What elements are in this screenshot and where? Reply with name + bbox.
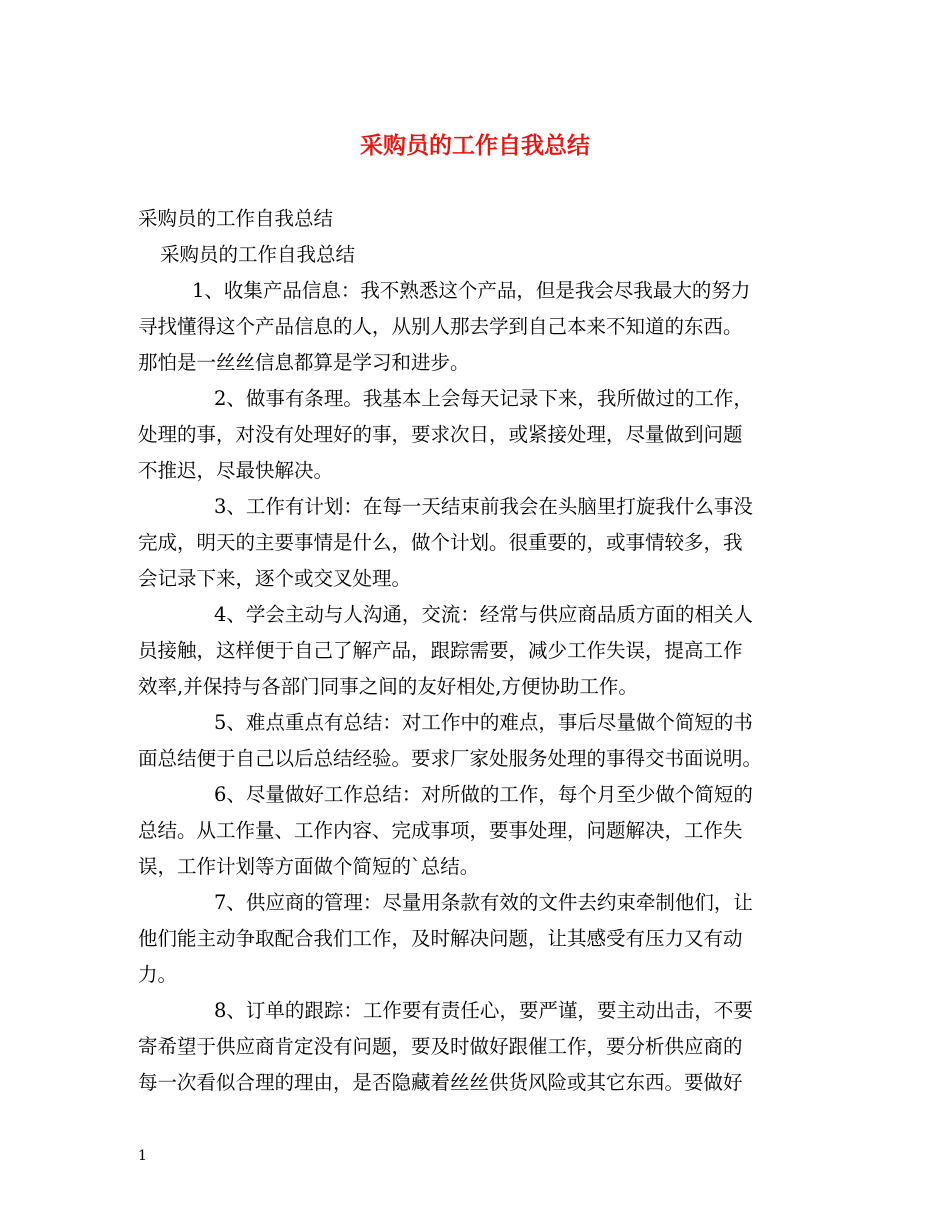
- paragraph-line: 力。: [138, 963, 178, 986]
- paragraph-line: 会记录下来，逐个或交叉处理。: [138, 567, 412, 590]
- paragraph-line: 总结。从工作量、工作内容、完成事项，要事处理，问题解决，工作失: [138, 819, 743, 842]
- heading-line-2: 采购员的工作自我总结: [160, 243, 356, 266]
- paragraph-line: 完成，明天的主要事情是什么，做个计划。很重要的，或事情较多，我: [138, 531, 743, 554]
- paragraph-line: 寻找懂得这个产品信息的人，从别人那去学到自己本来不知道的东西。: [138, 315, 743, 338]
- paragraph-line: 5、难点重点有总结：对工作中的难点，事后尽量做个简短的书: [214, 711, 753, 734]
- paragraph-line: 他们能主动争取配合我们工作，及时解决问题，让其感受有压力又有动: [138, 927, 743, 950]
- paragraph: [138, 273, 814, 381]
- paragraph: [138, 489, 814, 597]
- paragraph-line: 不推迟，尽最快解决。: [138, 459, 334, 482]
- paragraph-line: 2、做事有条理。我基本上会每天记录下来，我所做过的工作，: [214, 387, 753, 410]
- paragraph: [138, 381, 814, 489]
- paragraph-line: 员接触，这样便于自己了解产品，跟踪需要，减少工作失误，提高工作: [138, 639, 743, 662]
- paragraph-line: 面总结便于自己以后总结经验。要求厂家处服务处理的事得交书面说明。: [138, 747, 763, 770]
- paragraph-line: 8、订单的跟踪：工作要有责任心，要严谨，要主动出击，不要: [214, 999, 753, 1022]
- paragraph-line: 寄希望于供应商肯定没有问题，要及时做好跟催工作，要分析供应商的: [138, 1035, 743, 1058]
- paragraph-line: 误，工作计划等方面做个简短的`总结。: [138, 855, 480, 878]
- paragraph: [138, 885, 814, 993]
- paragraph-line: 6、尽量做好工作总结：对所做的工作，每个月至少做个简短的: [214, 783, 753, 806]
- document-title: 采购员的工作自我总结: [360, 132, 590, 159]
- page-number: 1: [138, 1148, 147, 1164]
- paragraph-line: 3、工作有计划：在每一天结束前我会在头脑里打旋我什么事没: [214, 495, 753, 518]
- paragraph: [138, 597, 814, 705]
- paragraph-line: 处理的事，对没有处理好的事，要求次日，或紧接处理，尽量做到问题: [138, 423, 743, 446]
- heading-line-1: 采购员的工作自我总结: [138, 207, 334, 230]
- paragraph-list: [138, 273, 814, 1101]
- document-body: [138, 201, 814, 1101]
- paragraph-line: 7、供应商的管理：尽量用条款有效的文件去约束牵制他们，让: [214, 891, 753, 914]
- paragraph-line: 那怕是一丝丝信息都算是学习和进步。: [138, 351, 470, 374]
- paragraph-line: 4、学会主动与人沟通，交流：经常与供应商品质方面的相关人: [214, 603, 753, 626]
- paragraph-line: 1、收集产品信息：我不熟悉这个产品，但是我会尽我最大的努力: [192, 279, 751, 302]
- paragraph-line: 效率,并保持与各部门同事之间的友好相处,方便协助工作。: [138, 675, 638, 698]
- paragraph: [138, 777, 814, 885]
- paragraph-line: 每一次看似合理的理由，是否隐藏着丝丝供货风险或其它东西。要做好: [138, 1071, 743, 1094]
- paragraph: [138, 705, 814, 777]
- paragraph: [138, 993, 814, 1101]
